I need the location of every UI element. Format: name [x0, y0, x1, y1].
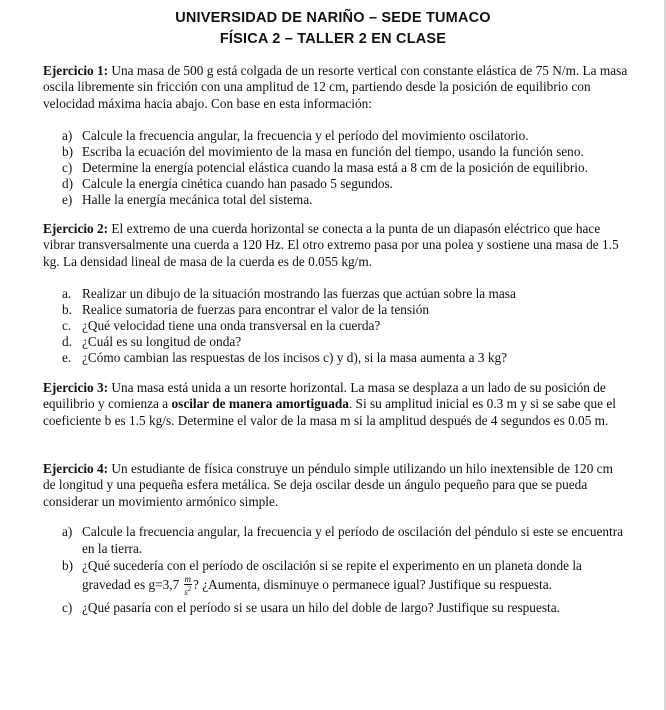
exercise-3-statement: Ejercicio 3: Una masa está unida a un resorte horizontal. La masa se desplaza a un lado de su posición de equilibrio y comienza a oscilar de manera amortiguada. Si su amplitud inicial es 0.3 m y si se sabe que el coeficiente b es 1.5 kg/s. Determine el valor de la masa m si la amplitud después de 4 segundos es 0.05 m. — [43, 380, 616, 428]
list-item: a. Realizar un dibujo de la situación mostrando las fuerzas que actúan sobre la masa — [62, 286, 516, 301]
list-item: d) Calcule la energía cinética cuando han pasado 5 segundos. — [62, 176, 394, 192]
list-item: e) Halle la energía mecánica total del sistema. — [62, 192, 313, 208]
exercise-1-text: Una masa de 500 g está colgada de un resorte vertical con constante elástica de 75 N/m. La masa oscila libremente sin fricción con una amplitud de 12 cm, partiendo desde la posición de equilibrio con velocidad máxima hacia abajo. Con base en esta información: — [43, 63, 628, 111]
exercise-4-questions — [62, 524, 632, 616]
list-item: c) ¿Qué pasaría con el período si se usara un hilo del doble de largo? Justifique su respuesta. — [62, 599, 560, 615]
list-item: b) ¿Qué sucedería con el período de oscilación si se repite el experimento en un planeta donde la gravedad es g=3,7 $\frac{m}{s^2}$ ? ¿Aumenta, disminuye o permanece igual? Justifique su respuesta. — [62, 558, 582, 597]
list-item: a) Calcule la frecuencia angular, la frecuencia y el período de oscilación del péndulo si este se encuentra en la tierra. — [62, 524, 624, 556]
list-item: c) Determine la energía potencial elástica cuando la masa está a 8 cm de la posición de equilibrio. — [62, 160, 588, 176]
exercise-4-statement — [43, 461, 628, 510]
list-item: b. Realice sumatoria de fuerzas para encontrar el valor de la tensión — [62, 302, 430, 318]
damped-oscillation-emphasis: oscilar de manera amortiguada — [171, 396, 349, 412]
exercise-3-label: Ejercicio 3: — [43, 380, 109, 395]
list-item: b) Escriba la ecuación del movimiento de la masa en función del tiempo, usando la función seno. — [62, 144, 584, 160]
exercise-2-text: El extremo de una cuerda horizontal se conecta a la punta de un diapasón eléctrico que hace vibrar transversalmente una cuerda a 120 Hz. El otro extremo pasa por una polea y sostiene una masa de 1.5 kg. La densidad lineal de masa de la cuerda es de 0.055 kg/m. — [43, 221, 619, 269]
list-item: c. ¿Qué velocidad tiene una onda transversal en la cuerda? — [62, 318, 381, 334]
units-fraction: $\frac{m}{s^2}$ — [184, 573, 192, 597]
list-item: d. ¿Cuál es su longitud de onda? — [62, 334, 242, 350]
exercise-4-text: Un estudiante de física construye un péndulo simple utilizando un hilo inextensible de 120 cm de longitud y una pequeña esfera metálica. Se deja oscilar desde un ángulo pequeño para que se pueda considerar un movimiento armónico simple. — [43, 461, 613, 509]
list-item: a) Calcule la frecuencia angular, la frecuencia y el período del movimiento oscilatorio. — [62, 128, 529, 143]
exercise-4-label: Ejercicio 4: — [43, 461, 109, 476]
exercise-1-statement — [43, 63, 628, 112]
exercise-1-questions — [62, 128, 632, 208]
exercise-1-label: Ejercicio 1: — [43, 63, 109, 78]
workshop-title: FÍSICA 2 – TALLER 2 EN CLASE — [219, 31, 447, 47]
exercise-2-statement — [43, 221, 628, 270]
exercise-2-questions — [62, 286, 632, 366]
list-item: e. ¿Cómo cambian las respuestas de los incisos c) y d), si la masa aumenta a 3 kg? — [62, 350, 508, 366]
exercise-2-label: Ejercicio 2: — [43, 221, 109, 236]
university-title: UNIVERSIDAD DE NARIÑO – SEDE TUMACO — [175, 10, 491, 26]
